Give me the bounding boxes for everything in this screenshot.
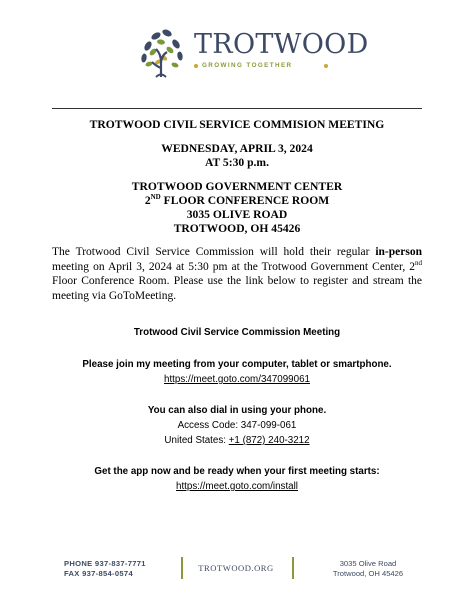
footer-website[interactable]: TROTWOOD.ORG xyxy=(198,563,274,573)
description-text: Floor Conference Room. Please use the link below to register and stream the meeting via GoToMeeting. xyxy=(52,275,422,302)
install-link-line xyxy=(0,480,474,493)
meeting-time: AT 5:30 p.m. xyxy=(205,156,269,169)
tree-icon xyxy=(134,22,190,78)
venue-room xyxy=(0,194,474,208)
venue-street: 3035 OLIVE ROAD xyxy=(186,208,288,221)
meeting-description xyxy=(52,245,422,303)
tagline-dot-icon xyxy=(194,64,198,68)
logo-tagline: GROWING TOGETHER xyxy=(202,62,293,69)
tagline-dot-icon xyxy=(324,64,328,68)
footer-contact xyxy=(64,559,146,579)
gotomeeting-title: Trotwood Civil Service Commission Meeting xyxy=(133,327,341,338)
ordinal-suffix: nd xyxy=(415,258,422,267)
us-phone-label: United States: xyxy=(164,435,229,446)
meeting-date: WEDNESDAY, APRIL 3, 2024 xyxy=(161,142,313,155)
room-name: FLOOR CONFERENCE ROOM xyxy=(163,194,330,207)
join-instructions: Please join my meeting from your computer, tablet or smartphone. xyxy=(82,359,392,370)
room-ordinal-suffix: ND xyxy=(150,193,161,202)
description-text: meeting on April 3, 2024 at 5:30 pm at the Trotwood Government Center, 2 xyxy=(52,260,415,273)
header-divider xyxy=(52,108,422,109)
meeting-join-link[interactable]: https://meet.goto.com/347099061 xyxy=(164,374,310,385)
footer-address-city: Trotwood, OH 45426 xyxy=(332,569,404,578)
footer-address xyxy=(318,559,418,579)
trotwood-logo xyxy=(134,22,369,82)
us-phone-line xyxy=(0,434,474,447)
logo-wordmark: TROTWOOD xyxy=(194,29,369,60)
join-link-line xyxy=(0,373,474,386)
footer-divider xyxy=(292,557,294,579)
footer-phone: PHONE 937-837-7771 xyxy=(64,559,146,568)
room-ordinal: 2 xyxy=(144,194,151,207)
app-install-link[interactable]: https://meet.goto.com/install xyxy=(176,481,298,492)
dial-in-instructions: You can also dial in using your phone. xyxy=(147,405,327,416)
footer-address-street: 3035 Olive Road xyxy=(339,559,397,568)
meeting-title: TROTWOOD CIVIL SERVICE COMMISION MEETING xyxy=(89,118,385,131)
access-code: Access Code: 347-099-061 xyxy=(177,420,297,431)
us-phone-link[interactable]: +1 (872) 240-3212 xyxy=(228,435,310,446)
venue-city: TROTWOOD, OH 45426 xyxy=(173,222,301,235)
app-instructions: Get the app now and be ready when your first meeting starts: xyxy=(94,466,380,477)
in-person-emphasis: in-person xyxy=(375,246,422,258)
footer-divider xyxy=(181,557,183,579)
footer-fax: FAX 937-854-0574 xyxy=(64,569,133,578)
venue-name: TROTWOOD GOVERNMENT CENTER xyxy=(131,180,343,193)
description-text: The Trotwood Civil Service Commission will hold their regular xyxy=(52,246,376,258)
